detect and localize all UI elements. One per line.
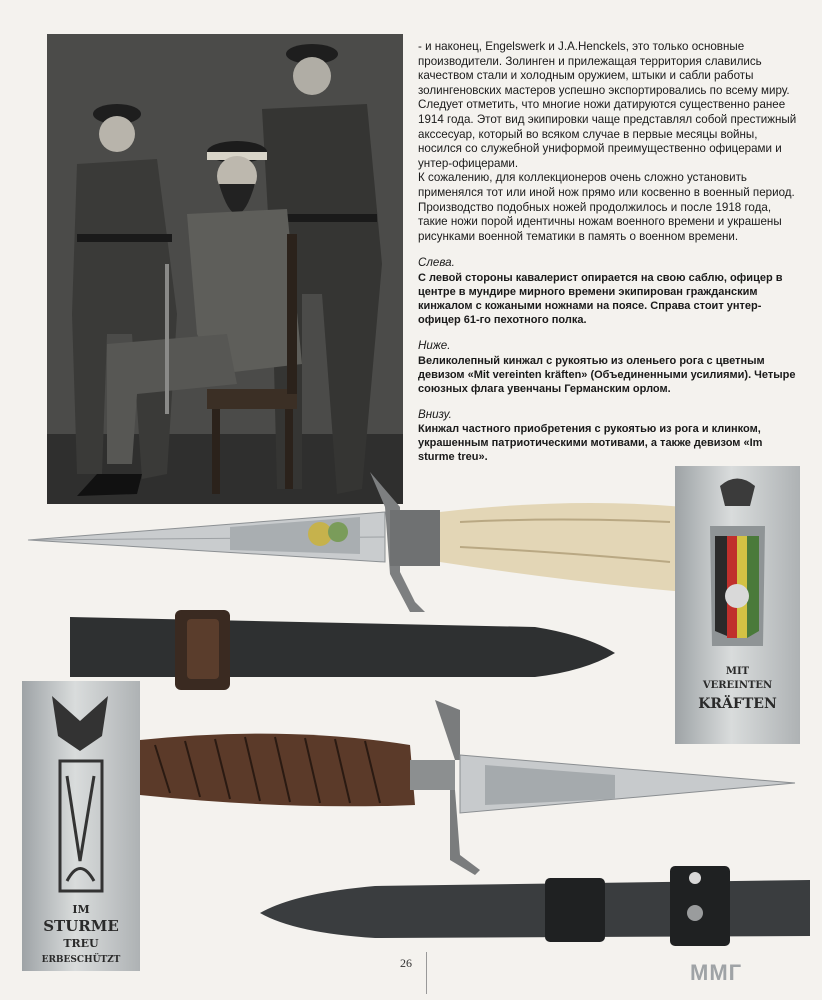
inset-etch-line: KRÄFTEN (698, 696, 777, 712)
leather-scabbard-image (65, 605, 625, 695)
caption-heading-bottom: Внизу. (418, 407, 452, 421)
dagger-stag-handle-image (20, 462, 700, 622)
inset-etch-line: IM (72, 903, 90, 916)
article-text-column (418, 40, 800, 464)
caption-heading-below: Ниже. (418, 338, 451, 352)
caption-body-left: С левой стороны кавалерист опирается на свою саблю, офицер в центре в мундире мирного времени экипирован гражданским кинжалом с кожаными ножнами на поясе. Справа стоит унтер-офицер 61-го пехотного полка. (418, 271, 783, 326)
inset-etch-line: ERBESCHÜTZT (41, 955, 121, 965)
article-paragraph: К сожалению, для коллекционеров очень сложно установить применялся тот или иной нож прямо или косвенно в военный период. Производство подобных ножей продолжилось и после 1918 года, такие ножи порой идентичны ножам военного времени и украшены рисунками военной тематики в память о военном времени. (418, 171, 795, 243)
page-number: 26 (400, 956, 412, 970)
historical-photo-three-soldiers (47, 34, 403, 504)
photo-illustration (47, 34, 403, 504)
blade-detail-inset-left (22, 681, 140, 971)
watermark-logo: ММГ (690, 960, 743, 985)
lower-scabbard-image (255, 858, 815, 958)
article-paragraph: - и наконец, Engelswerk и J.A.Henckels, это только основные производители. Золинген и прилежащая территория славились качеством стали и холодным оружием, штыки и сабли работы золингеновских мастеров успешно экспортировались по всему миру. (418, 40, 790, 97)
page-divider (426, 952, 427, 994)
article-paragraph: Следует отметить, что многие ножи датируются существенно ранее 1914 года. Этот вид экипировки чаще представлял собой престижный акссесуар, который во всяком случае в первые месяцы войны, носился со служебной униформой преимущественно офицерами и унтер-офицерами. (418, 98, 797, 170)
caption-heading-left: Слева. (418, 256, 455, 270)
inset-etch-line: TREU (63, 937, 99, 950)
caption-body-bottom: Кинжал частного приобретения с рукоятью из рога и клинком, украшенным патриотическими мотивами, а также девизом «Im sturme treu». (418, 423, 763, 464)
inset-etch-line: STURME (43, 917, 119, 935)
inset-etch-line: VEREINTEN (702, 680, 773, 691)
blade-detail-inset-right (675, 466, 800, 744)
caption-body-below: Великолепный кинжал с рукоятью из оленьего рога с цветным девизом «Mit vereinten kräften» (Объединенными усилиями). Четыре союзных флага увенчаны Германским орлом. (418, 354, 796, 395)
inset-etch-line: MIT (725, 666, 750, 677)
